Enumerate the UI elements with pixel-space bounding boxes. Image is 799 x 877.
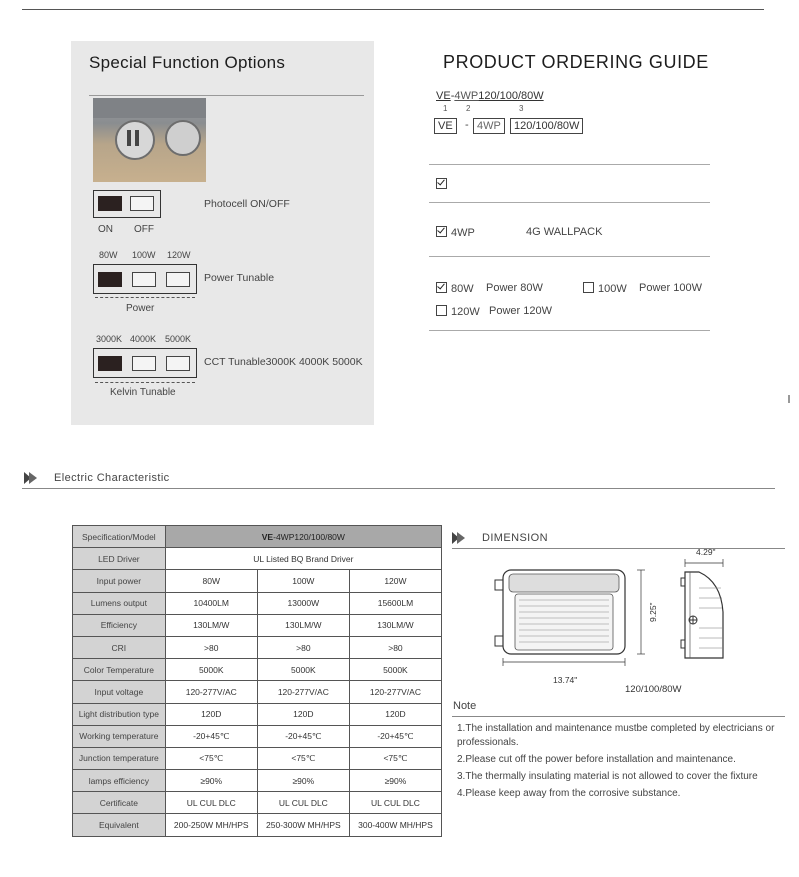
table-cell: -20+45℃	[257, 725, 349, 747]
table-cell: 120-277V/AC	[165, 681, 257, 703]
cct-3000k-switch[interactable]	[98, 356, 122, 371]
power-80w-code: 80W	[451, 283, 474, 295]
table-cell: 13000W	[257, 592, 349, 614]
note-item: 2.Please cut off the power before installation and maintenance.	[457, 753, 736, 765]
table-cell: 5000K	[349, 659, 441, 681]
table-row	[73, 792, 442, 814]
photo-lens	[165, 120, 201, 156]
table-row	[73, 681, 442, 703]
dimension-drawing	[485, 558, 735, 673]
box-model: 4WP	[473, 118, 505, 134]
photocell-on-switch[interactable]	[98, 196, 122, 211]
box-series: VE	[434, 118, 457, 134]
table-row-label: Certificate	[73, 792, 166, 814]
panel-divider	[89, 95, 364, 96]
power-100w-code: 100W	[598, 283, 627, 295]
power-80w-checkbox[interactable]	[436, 282, 447, 293]
table-cell: 120-277V/AC	[257, 681, 349, 703]
table-row-label: Input power	[73, 570, 166, 592]
electric-section-title: Electric Characteristic	[54, 472, 170, 484]
ordering-divider	[429, 256, 710, 257]
ordering-divider	[429, 202, 710, 203]
table-cell: 80W	[165, 570, 257, 592]
ordering-divider	[429, 164, 710, 165]
code-series: VE	[436, 90, 451, 102]
top-divider	[22, 9, 764, 10]
table-cell: 5000K	[165, 659, 257, 681]
table-cell: 5000K	[257, 659, 349, 681]
box-power: 120/100/80W	[510, 118, 583, 134]
photocell-switch-block	[93, 190, 161, 218]
dimension-height: 9.25"	[648, 602, 658, 622]
dimension-model: 120/100/80W	[625, 684, 682, 695]
edge-mark	[788, 395, 790, 403]
table-cell: <75℃	[349, 747, 441, 769]
table-cell: 200-250W MH/HPS	[165, 814, 257, 836]
power-option-100w	[583, 282, 627, 295]
table-row	[73, 770, 442, 792]
cct-option-label: 4000K	[130, 334, 157, 344]
power-option-label: 80W	[99, 250, 118, 260]
table-cell: 120-277V/AC	[349, 681, 441, 703]
table-cell: 130LM/W	[257, 614, 349, 636]
table-row	[73, 592, 442, 614]
power-120w-desc: Power 120W	[489, 305, 552, 317]
code-sep: -	[450, 90, 455, 102]
spec-table	[72, 525, 442, 837]
power-option-120w	[436, 305, 480, 318]
table-cell: 130LM/W	[349, 614, 441, 636]
cct-option-label: 3000K	[96, 334, 123, 344]
power-80w-desc: Power 80W	[486, 282, 543, 294]
spec-table-body	[73, 570, 442, 836]
cct-4000k-switch[interactable]	[132, 356, 156, 371]
cct-caption: Kelvin Tunable	[110, 387, 176, 398]
ordering-divider	[429, 330, 710, 331]
panel-title: Special Function Options	[89, 53, 286, 72]
photocell-function-label: Photocell ON/OFF	[204, 198, 290, 210]
model-rest: -4WP120/100/80W	[273, 531, 345, 542]
table-row-label: Color Temperature	[73, 659, 166, 681]
table-row-label: Light distribution type	[73, 703, 166, 725]
cct-5000k-switch[interactable]	[166, 356, 190, 371]
table-model-header	[165, 526, 441, 548]
photocell-off-switch[interactable]	[130, 196, 154, 211]
power-100w-checkbox[interactable]	[583, 282, 594, 293]
table-cell: 120W	[349, 570, 441, 592]
table-row-label: lamps efficiency	[73, 770, 166, 792]
ordering-guide-title: PRODUCT ORDERING GUIDE	[443, 52, 709, 72]
table-row	[73, 526, 442, 548]
box-sep: -	[465, 119, 469, 131]
table-row-label: Equivalent	[73, 814, 166, 836]
power-option-label: 100W	[132, 250, 156, 260]
model-checkbox[interactable]	[436, 226, 447, 237]
table-cell: >80	[257, 636, 349, 658]
table-cell: ≥90%	[165, 770, 257, 792]
photo-slot	[135, 130, 139, 146]
section-arrow-icon	[24, 472, 40, 484]
series-checkbox[interactable]	[436, 178, 447, 189]
special-function-panel	[71, 41, 374, 425]
table-row	[73, 614, 442, 636]
power-100w-switch[interactable]	[132, 272, 156, 287]
table-row	[73, 703, 442, 725]
model-description: 4G WALLPACK	[526, 226, 603, 238]
table-row-label: Junction temperature	[73, 747, 166, 769]
table-cell: 10400LM	[165, 592, 257, 614]
table-cell: >80	[165, 636, 257, 658]
table-cell: 130LM/W	[165, 614, 257, 636]
table-cell: >80	[349, 636, 441, 658]
table-cell: 300-400W MH/HPS	[349, 814, 441, 836]
photocell-on-label: ON	[98, 224, 113, 235]
power-function-label: Power Tunable	[204, 272, 275, 284]
table-cell: 120D	[165, 703, 257, 725]
power-switch-block	[93, 264, 197, 294]
table-cell: ≥90%	[349, 770, 441, 792]
table-row	[73, 636, 442, 658]
photo-housing	[93, 98, 206, 118]
code-index-3: 3	[519, 104, 524, 113]
dimension-arrow-icon	[452, 532, 468, 544]
electric-section-rule	[22, 488, 775, 489]
model-prefix: VE	[261, 531, 274, 542]
note-rule	[452, 716, 785, 717]
power-option-label: 120W	[167, 250, 191, 260]
table-cell: UL CUL DLC	[349, 792, 441, 814]
table-cell: UL Listed BQ Brand Driver	[165, 548, 441, 570]
cct-switch-block	[93, 348, 197, 378]
ordering-row-series	[436, 178, 451, 191]
table-row	[73, 570, 442, 592]
power-dashed-line	[95, 297, 195, 298]
dimension-title: DIMENSION	[482, 532, 548, 544]
table-row-label: Lumens output	[73, 592, 166, 614]
table-cell: -20+45℃	[349, 725, 441, 747]
power-120w-code: 120W	[451, 306, 480, 318]
note-item: 4.Please keep away from the corrosive substance.	[457, 787, 681, 799]
power-120w-switch[interactable]	[166, 272, 190, 287]
table-row	[73, 659, 442, 681]
power-120w-checkbox[interactable]	[436, 305, 447, 316]
table-cell: Specification/Model	[73, 526, 166, 548]
table-cell: UL CUL DLC	[257, 792, 349, 814]
power-100w-desc: Power 100W	[639, 282, 702, 294]
dimension-width: 13.74"	[553, 675, 578, 685]
code-model: 4WP	[454, 90, 479, 102]
table-cell: 120D	[349, 703, 441, 725]
table-cell: 15600LM	[349, 592, 441, 614]
table-row-label: CRI	[73, 636, 166, 658]
note-item: 3.The thermally insulating material is not allowed to cover the fixture	[457, 770, 758, 782]
power-caption: Power	[126, 303, 155, 314]
model-code-option: 4WP	[451, 227, 475, 239]
table-row	[73, 814, 442, 836]
table-cell: 250-300W MH/HPS	[257, 814, 349, 836]
table-cell: <75℃	[257, 747, 349, 769]
note-title: Note	[453, 700, 477, 712]
note-item: 1.The installation and maintenance mustbe completed by electricians or professionals.	[457, 723, 775, 748]
cct-dashed-line	[95, 382, 195, 383]
table-cell: <75℃	[165, 747, 257, 769]
cct-function-label: CCT Tunable3000K 4000K 5000K	[204, 356, 363, 368]
notes-list	[457, 722, 787, 804]
photo-slot	[127, 130, 131, 146]
table-row	[73, 747, 442, 769]
table-cell: 120D	[257, 703, 349, 725]
model-code	[436, 90, 544, 102]
table-row-label: Input voltage	[73, 681, 166, 703]
dimension-depth: 4.29"	[696, 547, 716, 557]
power-option-80w	[436, 282, 474, 295]
table-cell: -20+45℃	[165, 725, 257, 747]
cct-option-label: 5000K	[165, 334, 192, 344]
ordering-row-model	[436, 226, 475, 239]
power-80w-switch[interactable]	[98, 272, 122, 287]
photocell-photo	[93, 98, 206, 182]
photocell-off-label: OFF	[134, 224, 154, 235]
code-power: 120/100/80W	[478, 90, 544, 102]
table-cell: LED Driver	[73, 548, 166, 570]
table-cell: UL CUL DLC	[165, 792, 257, 814]
table-cell: 100W	[257, 570, 349, 592]
code-index-1: 1	[443, 104, 448, 113]
table-row	[73, 548, 442, 570]
dimension-rule	[452, 548, 785, 549]
table-row-label: Efficiency	[73, 614, 166, 636]
table-row	[73, 725, 442, 747]
table-cell: ≥90%	[257, 770, 349, 792]
table-row-label: Working temperature	[73, 725, 166, 747]
code-index-2: 2	[466, 104, 471, 113]
